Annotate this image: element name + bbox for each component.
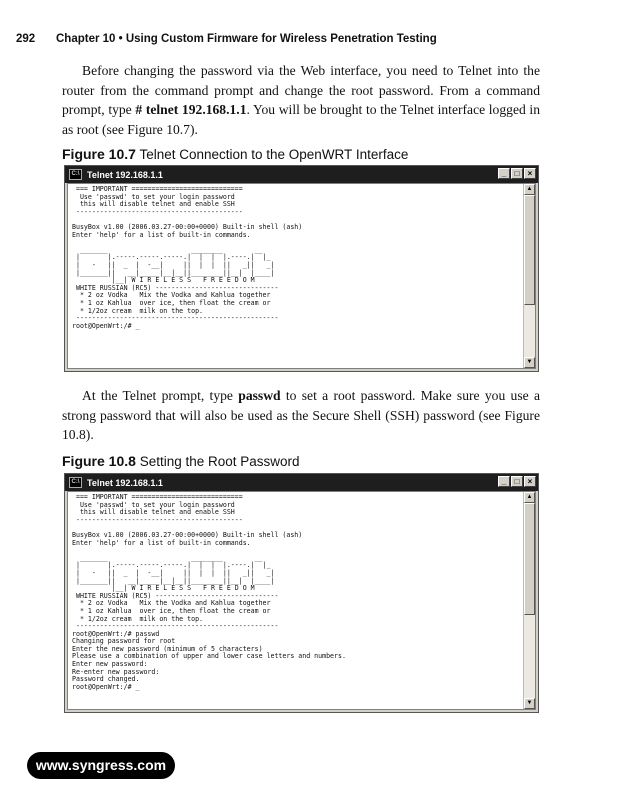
scroll-down-icon[interactable]: ▼ [524, 698, 535, 709]
para1-text-before: Before changing the password via the Web interface, you need to Telnet into the router from the command prompt and change the root password. From a command prompt, type [62, 63, 540, 117]
chapter-title: Chapter 10 • Using Custom Firmware for Wireless Penetration Testing [56, 33, 437, 45]
window-titlebar[interactable] [65, 166, 538, 183]
para1-text-after: . You will be brought to the Telnet interface logged in as root (see Figure 10.7). [62, 102, 540, 137]
figure-title: Setting the Root Password [139, 454, 300, 469]
paragraph-telnet-intro [62, 61, 540, 139]
close-icon[interactable]: × [524, 476, 536, 487]
publisher-url-badge[interactable]: www.syngress.com [27, 752, 175, 779]
telnet-window-2 [64, 473, 539, 713]
scroll-up-icon[interactable]: ▲ [524, 492, 535, 503]
paragraph-passwd-instructions [62, 386, 540, 445]
scroll-down-icon[interactable]: ▼ [524, 357, 535, 368]
scroll-thumb[interactable] [524, 503, 535, 615]
terminal-output: === IMPORTANT ============================ Use 'passwd' to set your login password this will disable telnet and enable SSH ------------------------------------------ BusyBox v1.00 (2006.03.27-00:00+0000) Built-in shell (ash) Enter 'help' for a list of built-in commands. _______ ________ __ | |.-----.-----.-----.| | | |.----.| |_ | - || _ | -__| || | | || _|| _| |_______|| __|_____|__|__||________||__| |____| |__| W I R E L E S S F R E E D O M WHITE RUSSIAN (RC5) ------------------------------- * 2 oz Vodka Mix the Vodka and Kahlua together * 1 oz Kahlua over ice, then float the cream or * 1/2oz cream milk on the top. --------------------------------------------------- root@OpenWrt:/# _ [72, 185, 303, 330]
passwd-command: passwd [238, 388, 281, 403]
telnet-command: # telnet 192.168.1.1 [135, 102, 247, 117]
figure-label: Figure 10.8 [62, 453, 136, 469]
para2-text-before: At the Telnet prompt, type [82, 388, 239, 403]
vertical-scrollbar[interactable] [523, 492, 535, 709]
console-app-icon: C:\ [69, 169, 82, 180]
figure-10-8-caption [62, 453, 300, 469]
running-header [16, 33, 437, 45]
scroll-thumb[interactable] [524, 195, 535, 305]
terminal-output: === IMPORTANT ============================ Use 'passwd' to set your login password this will disable telnet and enable SSH ------------------------------------------ BusyBox v1.00 (2006.03.27-00:00+0000) Built-in shell (ash) Enter 'help' for a list of built-in commands. _______ ________ __ | |.-----.-----.-----.| | | |.----.| |_ | - || _ | -__| || | | || _|| _| |_______|| __|_____|__|__||________||__| |____| |__| W I R E L E S S F R E E D O M WHITE RUSSIAN (RC5) ------------------------------- * 2 oz Vodka Mix the Vodka and Kahlua together * 1 oz Kahlua over ice, then float the cream or * 1/2oz cream milk on the top. --------------------------------------------------- root@OpenWrt:/# passwd Changing password for root Enter the new password (minimum of 5 characters) Please use a combination of upper and lower case letters and numbers. Enter new password: Re-enter new password: Password changed. root@OpenWrt:/# _ [72, 493, 346, 691]
telnet-window-1 [64, 165, 539, 372]
close-icon[interactable]: × [524, 168, 536, 179]
maximize-icon[interactable]: □ [511, 168, 523, 179]
figure-title: Telnet Connection to the OpenWRT Interface [139, 147, 409, 162]
maximize-icon[interactable]: □ [511, 476, 523, 487]
minimize-icon[interactable]: _ [498, 476, 510, 487]
figure-10-7-caption [62, 146, 408, 162]
window-title: Telnet 192.168.1.1 [87, 169, 163, 180]
minimize-icon[interactable]: _ [498, 168, 510, 179]
window-titlebar[interactable] [65, 474, 538, 491]
console-app-icon: C:\ [69, 477, 82, 488]
para2-text-after: to set a root password. Make sure you use a strong password that will also be used as the Secure Shell (SSH) password (see Figure 10.8). [62, 388, 541, 442]
terminal-area[interactable] [67, 183, 536, 369]
figure-label: Figure 10.7 [62, 146, 136, 162]
vertical-scrollbar[interactable] [523, 184, 535, 368]
scroll-up-icon[interactable]: ▲ [524, 184, 535, 195]
window-title: Telnet 192.168.1.1 [87, 477, 163, 488]
page-number: 292 [16, 33, 36, 45]
terminal-area[interactable] [67, 491, 536, 710]
